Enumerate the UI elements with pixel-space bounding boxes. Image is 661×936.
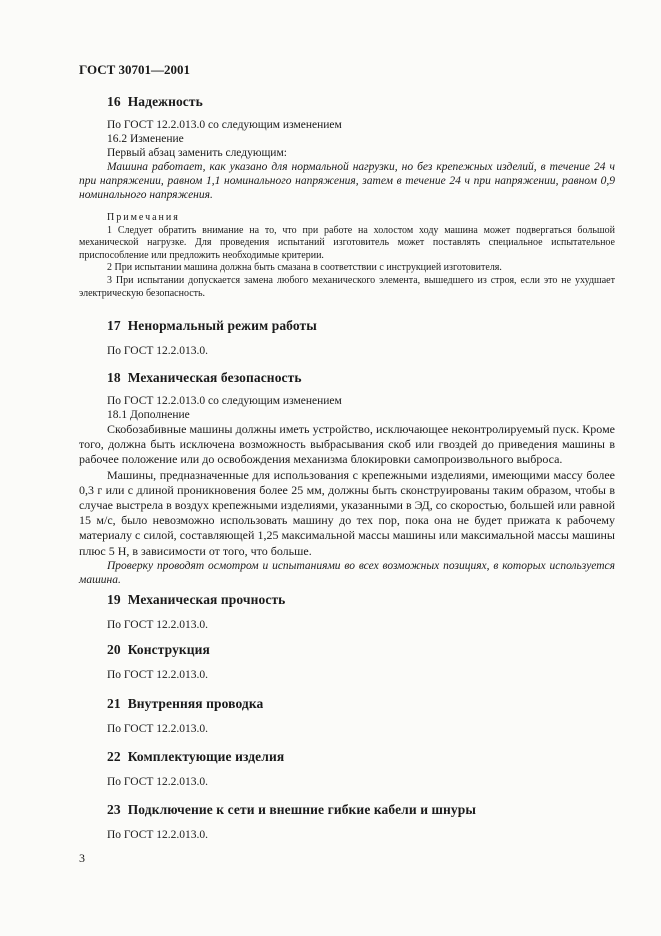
section-number: 21 (107, 696, 121, 711)
section-heading (107, 696, 615, 712)
body-paragraph: Скобозабивные машины должны иметь устройство, исключающее неконтролируемый пуск. Кроме того, должна быть исключена возможность выбрасывания скоб или гвоздей до приведения машины в рабочее положение или до освобождения механизма блокировки самопроизвольного выброса. (79, 422, 615, 467)
section-21 (79, 696, 615, 736)
section-number: 18 (107, 370, 121, 385)
section-title: Комплектующие изделия (127, 749, 285, 764)
section-heading (107, 370, 615, 386)
section-heading (107, 592, 615, 608)
section-20 (79, 642, 615, 682)
body-paragraph: Машины, предназначенные для использования с крепежными изделиями, имеющими массу более 0,3 г или с длиной проникновения более 25 мм, должны быть сконструированы таким образом, чтобы в случае выстрела в воздух крепежными изделиями, указанными в ЭД, со скоростью, большей или равной 15 м/с, было невозможно использовать машину до тех пор, пока она не будет прижата к рабочему материалу с силой, составляющей 1,25 максимальной массы машины или максимальной массы машины плюс 5 Н, в зависимости от того, что больше. (79, 467, 615, 558)
italic-paragraph: Машина работает, как указано для нормальной нагрузки, но без крепежных изделий, в течение 24 ч при напряжении, равном 1,1 номинального напряжения, затем в течение 24 ч при напряжении, равном 0,9 номинального напряжения. (79, 161, 615, 201)
section-title: Механическая прочность (127, 592, 286, 607)
section-16 (79, 94, 615, 300)
section-heading (107, 642, 615, 658)
notes-label: Примечания (107, 212, 180, 223)
section-text: По ГОСТ 12.2.013.0. (107, 669, 209, 681)
section-title: Конструкция (127, 642, 210, 657)
section-text: По ГОСТ 12.2.013.0. (107, 829, 209, 841)
section-title: Внутренняя проводка (127, 696, 264, 711)
section-number: 16 (107, 94, 121, 109)
section-23 (79, 802, 615, 842)
section-title: Подключение к сети и внешние гибкие кабели и шнуры (127, 802, 477, 817)
section-17 (79, 318, 615, 358)
section-22 (79, 749, 615, 789)
section-number: 22 (107, 749, 121, 764)
document-code: ГОСТ 30701—2001 (79, 62, 191, 77)
section-line: 16.2 Изменение (107, 133, 184, 145)
section-heading (107, 802, 615, 818)
note-item: 2 При испытании машина должна быть смазана в соответствии с инструкцией изготовителя. (107, 262, 502, 274)
note-item: 3 При испытании допускается замена любого механического элемента, вышедшего из строя, если это не ухудшает электрическую безопасность. (79, 274, 615, 299)
section-number: 20 (107, 642, 121, 657)
section-text: По ГОСТ 12.2.013.0. (107, 776, 209, 788)
section-number: 17 (107, 318, 121, 333)
section-heading (107, 318, 615, 334)
section-title: Механическая безопасность (127, 370, 302, 385)
section-heading (107, 749, 615, 765)
section-title: Надежность (127, 94, 203, 109)
section-number: 23 (107, 802, 121, 817)
section-line: 18.1 Дополнение (107, 409, 190, 421)
section-number: 19 (107, 592, 121, 607)
section-line: По ГОСТ 12.2.013.0 со следующим изменением (107, 395, 342, 407)
section-text: По ГОСТ 12.2.013.0. (107, 345, 209, 357)
section-heading (107, 94, 615, 110)
section-title: Ненормальный режим работы (127, 318, 317, 333)
section-line: По ГОСТ 12.2.013.0 со следующим изменением (107, 119, 342, 131)
section-text: По ГОСТ 12.2.013.0. (107, 619, 209, 631)
note-item: 1 Следует обратить внимание на то, что при работе на холостом ходу машина может подвергаться большой механической нагрузке. Для проведения испытаний изготовитель может поставлять специальное испытательное приспособление или предложить необходимые критерии. (79, 224, 615, 261)
section-text: По ГОСТ 12.2.013.0. (107, 723, 209, 735)
section-line: Первый абзац заменить следующим: (107, 147, 287, 159)
section-18 (79, 370, 615, 587)
italic-paragraph: Проверку проводят осмотром и испытаниями во всех возможных позициях, в которых используется машина. (79, 559, 615, 586)
page-number: 3 (79, 851, 85, 865)
section-19 (79, 592, 615, 632)
